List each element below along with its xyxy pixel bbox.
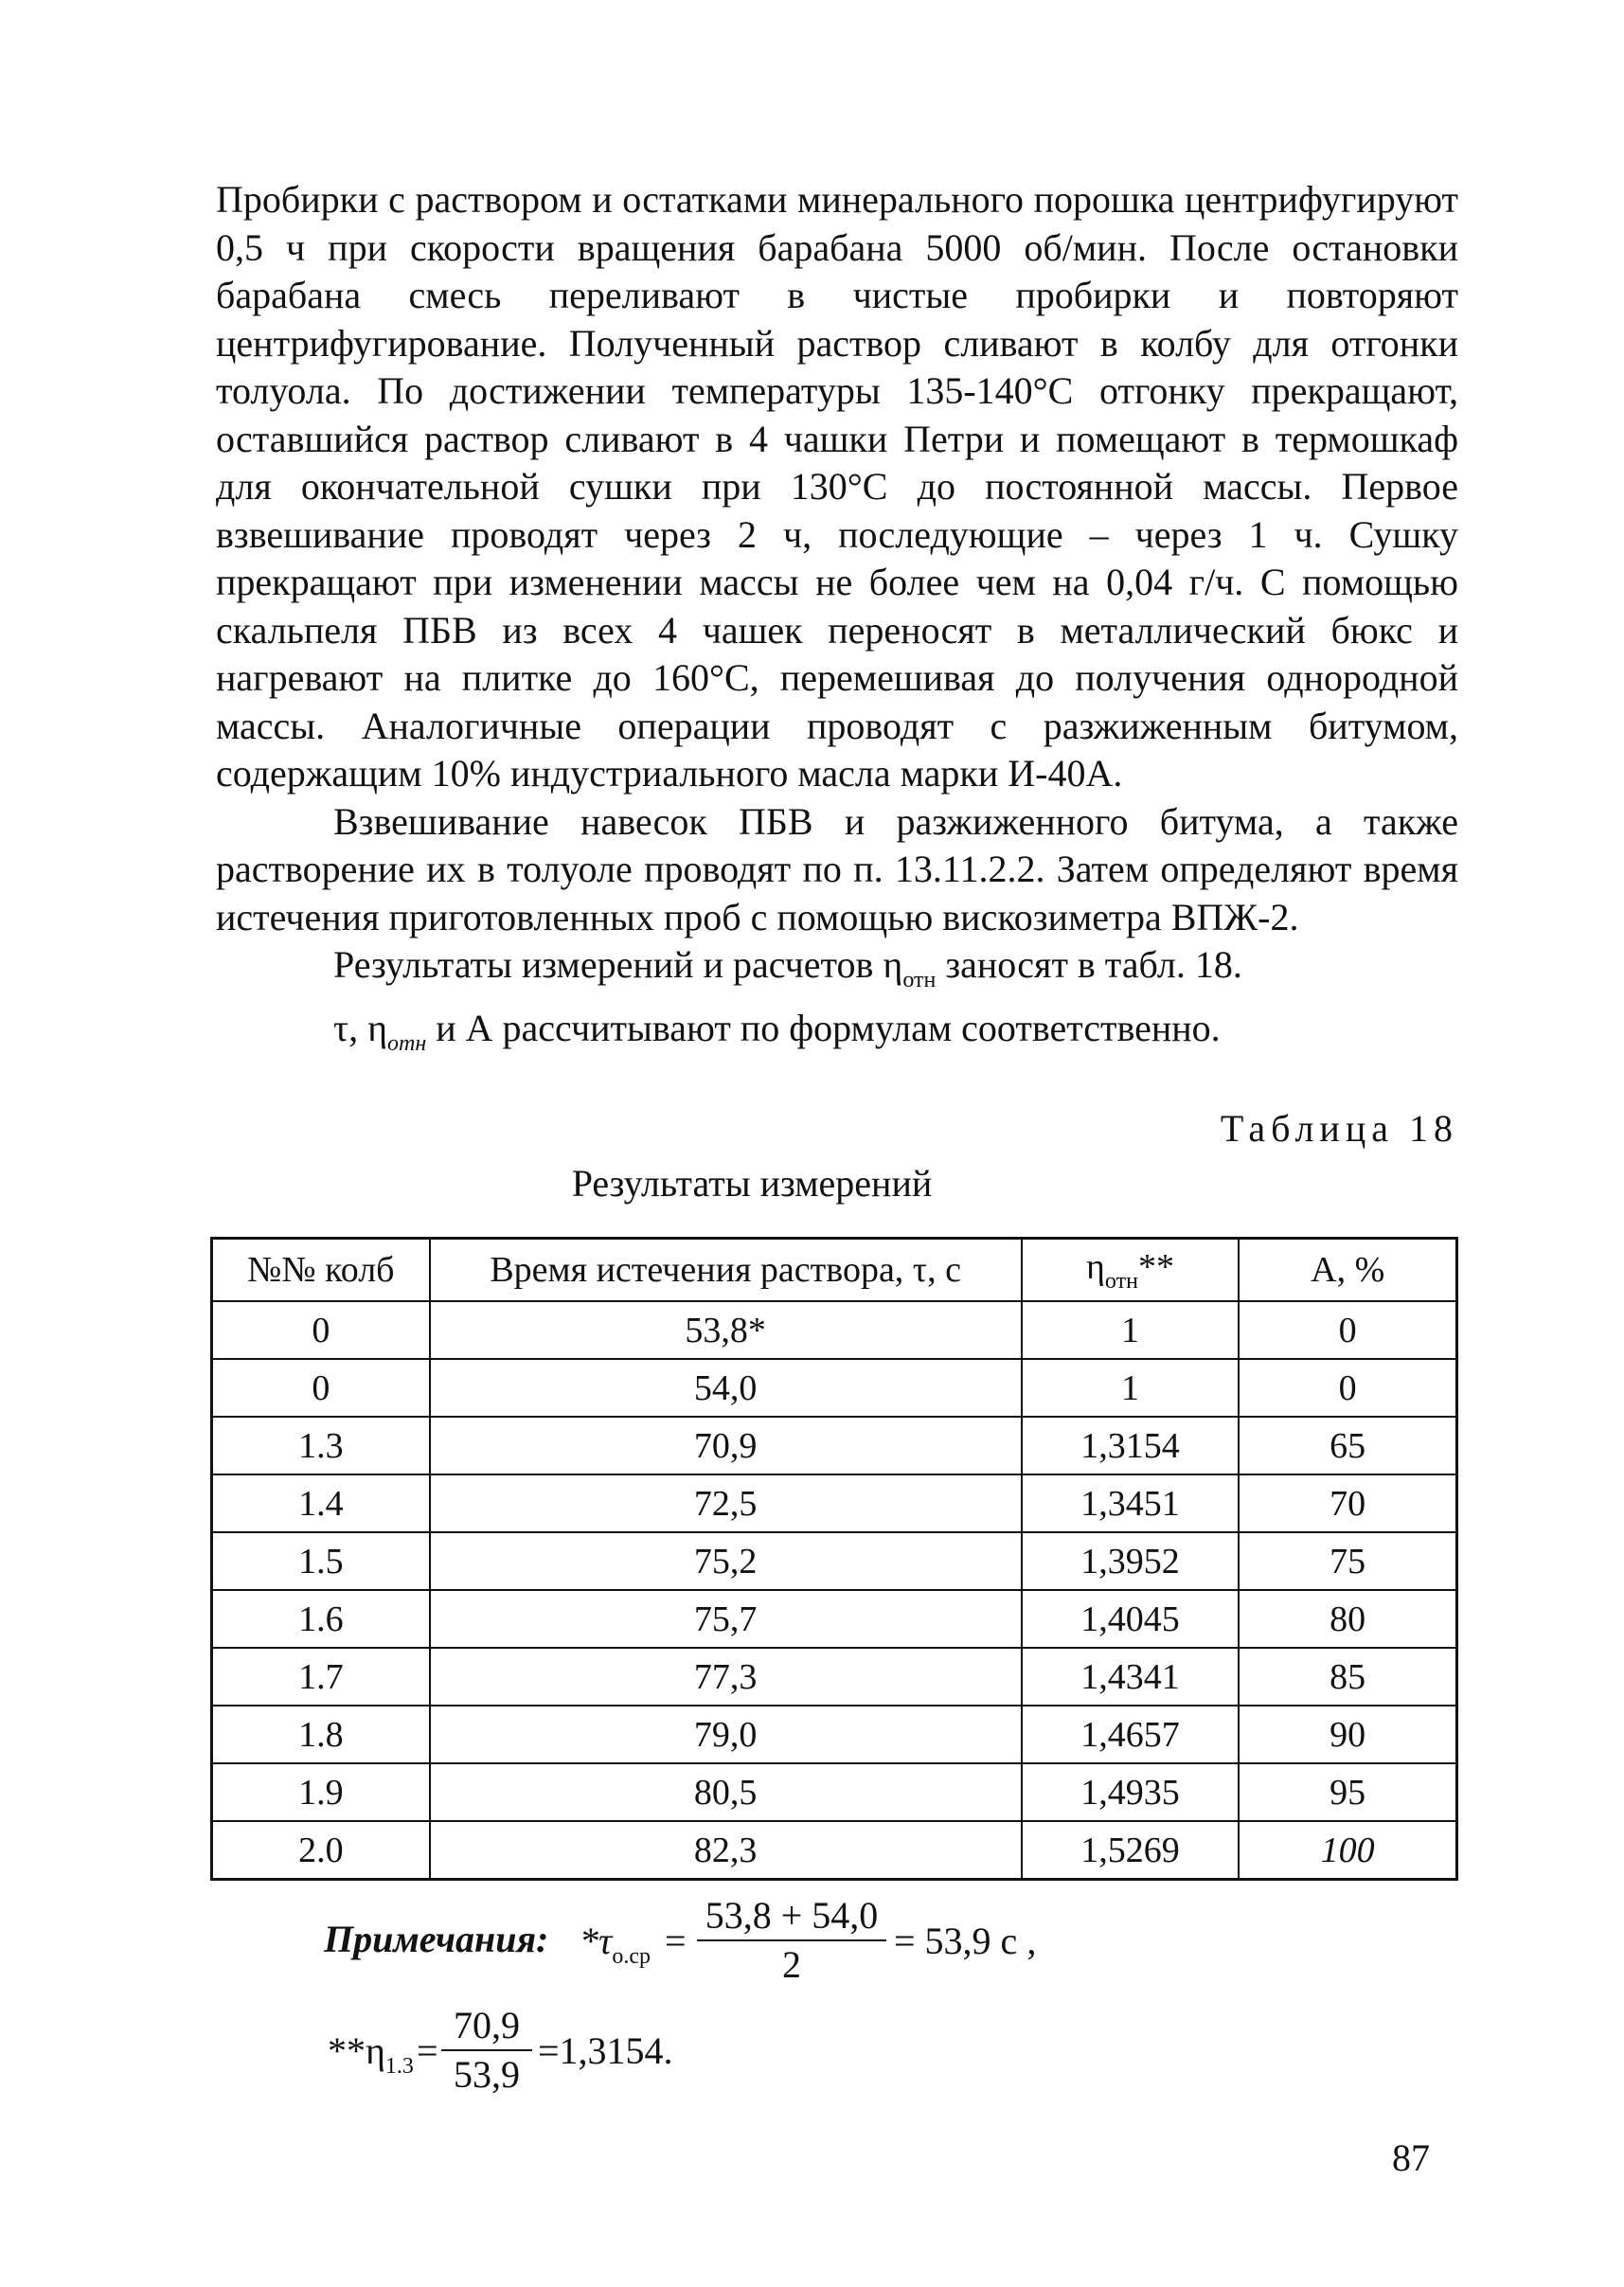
cell-time: 75,2 [430, 1532, 1022, 1590]
cell-time: 54,0 [430, 1359, 1022, 1417]
tau-subscript: о.ср [612, 1944, 651, 1969]
eta-symbol: **η [328, 2029, 385, 2072]
tau-symbol: *τ [580, 1920, 613, 1962]
cell-a: 80 [1239, 1590, 1456, 1648]
cell-eta: 1 [1022, 1301, 1240, 1359]
eta-subscript: отн [387, 1030, 427, 1056]
formula-1-equals: = [665, 1920, 687, 1962]
paragraph-1: Пробирки с раствором и остатками минерального порошка центрифугируют 0,5 ч при скорости вращения барабана 5000 об/мин. После остановки барабана смесь переливают в чистые пробирки и повторяют центрифугирование. Полученный раствор сливают в колбу для отгонки толуола. По достижении температуры 135-140°С отгонку прекращают, оставшийся раствор сливают в 4 чашки Петри и помещают в термошкаф для окончательной сушки при 130°С до постоянной массы. Первое взвешивание проводят через 2 ч, последующие – через 1 ч. Сушку прекращают при изменении массы не более чем на 0,04 г/ч. С помощью скальпеля ПБВ из всех 4 чашек переносят в металлический бюкс и нагревают на плитке до 160°С, перемешивая до получения однородной массы. Аналогичные операции проводят с разжиженным битумом, содержащим 10% индустриального масла марки И-40А. [216, 178, 1458, 795]
cell-a: 0 [1239, 1301, 1456, 1359]
table-row [212, 1590, 1457, 1648]
cell-time: 75,7 [430, 1590, 1022, 1648]
eta-subscript: отн [1104, 1268, 1138, 1294]
paragraph-4-tail: и А рассчитывают по формулам соответственно. [426, 1006, 1221, 1049]
cell-a: 75 [1239, 1532, 1456, 1590]
paragraph-2: Взвешивание навесок ПБВ и разжиженного битума, а также растворение их в толуоле проводят по п. 13.11.2.2. Затем определяют время истечения приготовленных проб с помощью вискозиметра ВПЖ-2. [216, 799, 1458, 938]
cell-eta: 1,4045 [1022, 1590, 1240, 1648]
cell-a: 85 [1239, 1648, 1456, 1706]
formula-1-result: = 53,9 с , [894, 1920, 1037, 1962]
table-row [212, 1474, 1457, 1532]
formula-2-numerator: 70,9 [441, 2002, 532, 2051]
cell-time: 79,0 [430, 1706, 1022, 1763]
formula-2-result: =1,3154. [538, 2029, 673, 2072]
cell-eta: 1 [1022, 1359, 1240, 1417]
cell-time: 77,3 [430, 1648, 1022, 1706]
cell-time: 70,9 [430, 1417, 1022, 1474]
cell-flask: 1.8 [212, 1706, 430, 1763]
table-row [212, 1417, 1457, 1474]
paragraph-3 [216, 941, 1458, 1005]
cell-flask: 0 [212, 1301, 430, 1359]
formula-2-equals: = [417, 2029, 438, 2072]
header-flask-number: №№ колб [212, 1239, 430, 1302]
table-number: Таблица 18 [1220, 1107, 1458, 1150]
cell-time: 80,5 [430, 1763, 1022, 1821]
formula-1-numerator: 53,8 + 54,0 [697, 1892, 886, 1941]
eta-subscript: отн [902, 968, 937, 992]
cell-time: 53,8* [430, 1301, 1022, 1359]
eta-symbol: η [1086, 1246, 1105, 1287]
cell-flask: 1.3 [212, 1417, 430, 1474]
header-relative-viscosity [1022, 1239, 1240, 1302]
paragraph-4 [216, 1005, 1458, 1068]
cell-a: 95 [1239, 1763, 1456, 1821]
table-row [212, 1359, 1457, 1417]
double-asterisk: ** [1137, 1246, 1174, 1287]
cell-eta: 1,4341 [1022, 1648, 1240, 1706]
table-row [212, 1532, 1457, 1590]
header-flow-time: Время истечения раствора, τ, с [430, 1239, 1022, 1302]
cell-flask: 1.5 [212, 1532, 430, 1590]
paragraph-4-text: τ, η [333, 1006, 387, 1049]
header-a-percent: А, % [1239, 1239, 1456, 1302]
results-table [210, 1237, 1458, 1881]
cell-flask: 1.7 [212, 1648, 430, 1706]
formula-2-fraction [441, 2002, 532, 2099]
cell-flask: 1.9 [212, 1763, 430, 1821]
cell-eta: 1,3952 [1022, 1532, 1240, 1590]
formula-1-fraction [697, 1892, 886, 1989]
cell-eta: 1,3451 [1022, 1474, 1240, 1532]
paragraph-3-text: Результаты измерений и расчетов η [333, 943, 903, 986]
formula-1-lhs [580, 1919, 651, 1970]
cell-flask: 2.0 [212, 1821, 430, 1880]
cell-time: 72,5 [430, 1474, 1022, 1532]
formula-2-denominator: 53,9 [454, 2053, 520, 2096]
body-text [216, 176, 1458, 1067]
cell-time: 82,3 [430, 1821, 1022, 1880]
table-row [212, 1301, 1457, 1359]
table-header-row [212, 1239, 1457, 1302]
table-row [212, 1763, 1457, 1821]
table-row [212, 1706, 1457, 1763]
cell-a: 90 [1239, 1706, 1456, 1763]
cell-a: 65 [1239, 1417, 1456, 1474]
cell-a: 70 [1239, 1474, 1456, 1532]
cell-flask: 1.6 [212, 1590, 430, 1648]
table-row [212, 1648, 1457, 1706]
page-number: 87 [1392, 2136, 1430, 2179]
cell-eta: 1,4657 [1022, 1706, 1240, 1763]
cell-a: 100 [1239, 1821, 1456, 1880]
cell-eta: 1,4935 [1022, 1763, 1240, 1821]
cell-eta: 1,3154 [1022, 1417, 1240, 1474]
cell-eta: 1,5269 [1022, 1821, 1240, 1880]
formula-2-lhs [328, 2028, 414, 2080]
notes-label: Примечания: [324, 1918, 549, 1960]
formula-1-denominator: 2 [782, 1943, 801, 1986]
eta-subscript: 1.3 [384, 2054, 414, 2079]
table-row [212, 1821, 1457, 1880]
cell-a: 0 [1239, 1359, 1456, 1417]
cell-flask: 0 [212, 1359, 430, 1417]
paragraph-3-tail: заносят в табл. 18. [936, 943, 1242, 986]
cell-flask: 1.4 [212, 1474, 430, 1532]
table-title: Результаты измерений [571, 1162, 933, 1205]
